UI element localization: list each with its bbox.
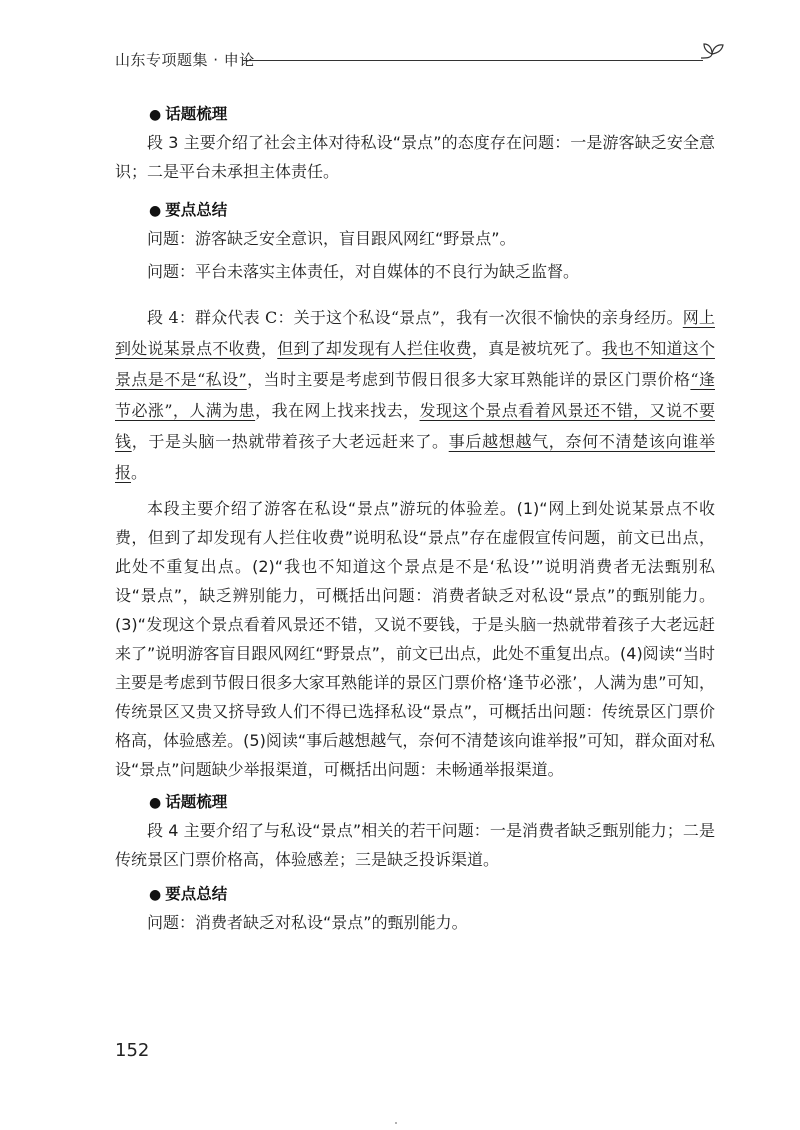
scan-speck [395,1122,397,1124]
section-heading-topic: ● 话题梳理 [149,105,228,123]
section-heading-summary: ● 要点总结 [149,885,228,903]
summary-point: 问题：游客缺乏安全意识，盲目跟风网红“野景点”。 [147,229,516,248]
summary-point: 问题：消费者缺乏对私设“景点”的甄别能力。 [147,913,468,932]
book-title: 山东专项题集 · 申论 [115,51,255,69]
page-number: 152 [115,1040,150,1061]
analysis-paragraph: 本段主要介绍了游客在私设“景点”游玩的体验差。(1)“网上到处说某景点不收费，但到了却发现有人拦住收费”说明私设“景点”存在虚假宣传问题，前文已出点，此处不重复出点。(2)“我也不知道这个景点是不是‘私设’”说明消费者无法甄别私设“景点”，缺乏辨别能力，可概括出问题：消费者缺乏对私设“景点”的甄别能力。(3)“发现这个景点看着风景还不错，又说不要钱，于是头脑一热就带着孩子大老远赶来了”说明游客盲目跟风网红“野景点”，前文已出点，此处不重复出点。(4)阅读“当时主要是考虑到节假日很多大家耳熟能详的景区门票价格‘逢节必涨’，人满为患”可知，传统景区又贵又挤导致人们不得已选择私设“景点”，可概括出问题：传统景区门票价格高，体验感差。(5)阅读“事后越想越气，奈何不清楚该向谁举报”可知，群众面对私设“景点”问题缺少举报渠道，可概括出问题：未畅通举报渠道。 [115,499,715,779]
running-header [115,42,715,72]
summary-point: 问题：平台未落实主体责任，对自媒体的不良行为缺乏监督。 [147,262,580,281]
page-body [115,100,715,937]
source-quote-paragraph: 段 4：群众代表 C：关于这个私设“景点”，我有一次很不愉快的亲身经历。网上到处说某景点不收费，但到了却发现有人拦住收费，真是被坑死了。我也不知道这个景点是不是“私设”，当时主要是考虑到节假日很多大家耳熟能详的景区门票价格“逢节必涨”，人满为患，我在网上找来找去，发现这个景点看着风景还不错，又说不要钱，于是头脑一热就带着孩子大老远赶来了。事后越想越气，奈何不清楚该向谁举报。 [115,308,715,482]
sprout-icon [697,36,727,66]
section-heading-topic: ● 话题梳理 [149,793,228,811]
section-heading-summary: ● 要点总结 [149,201,228,219]
header-rule [243,60,703,61]
topic-paragraph: 段 3 主要介绍了社会主体对待私设“景点”的态度存在问题：一是游客缺乏安全意识；二是平台未承担主体责任。 [115,133,715,181]
topic-paragraph: 段 4 主要介绍了与私设“景点”相关的若干问题：一是消费者缺乏甄别能力；二是传统景区门票价格高，体验感差；三是缺乏投诉渠道。 [115,821,715,869]
